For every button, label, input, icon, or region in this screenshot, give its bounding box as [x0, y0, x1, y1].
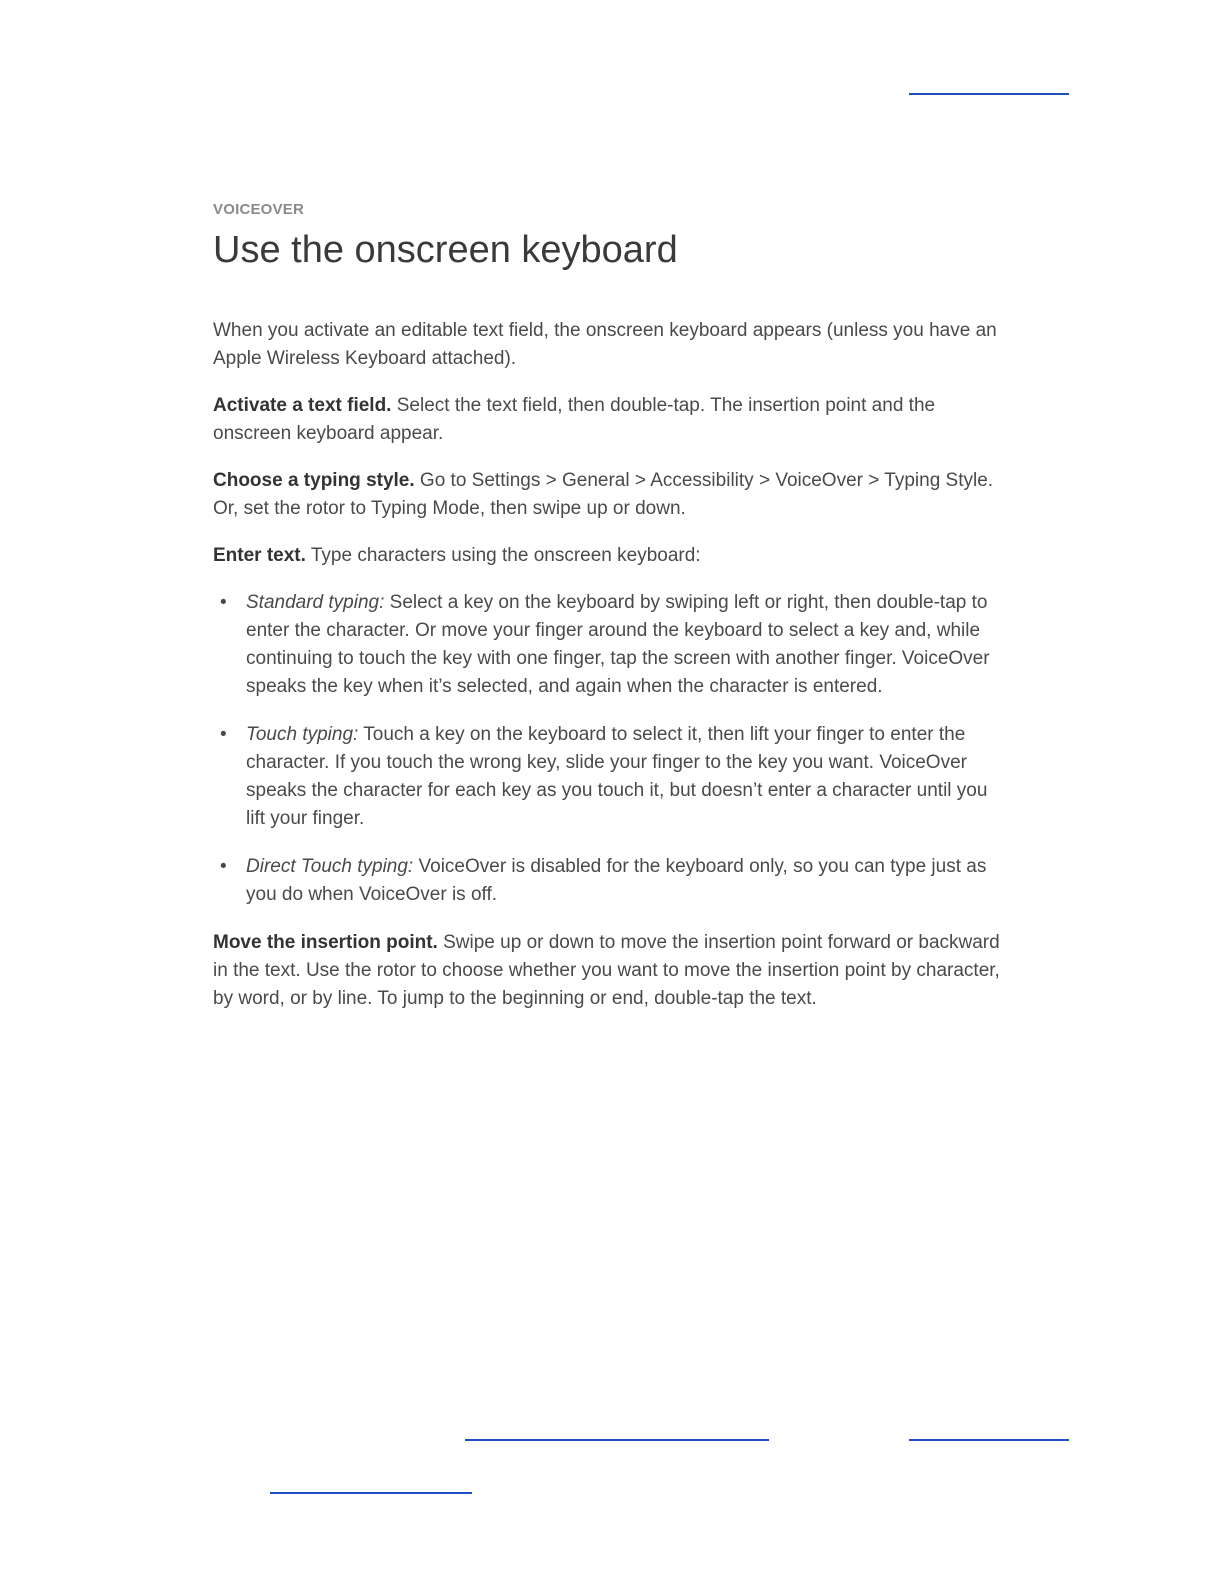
header-link-underline[interactable]: [909, 93, 1069, 95]
activate-body: Select the text field, then double-tap. The insertion point and the onscreen keyboard appear.: [213, 395, 936, 444]
bullet-icon: •: [220, 724, 227, 745]
enter-text-lead: Enter text.: [213, 545, 306, 566]
list-item-text: VoiceOver is disabled for the keyboard only, so you can type just as you do when VoiceOver is off.: [246, 856, 987, 905]
typing-style-body: Go to Settings > General > Accessibility > VoiceOver > Typing Style. Or, set the rotor to Typing Mode, then swipe up or down.: [213, 470, 994, 519]
move-insertion-point-paragraph: [213, 929, 1003, 1013]
section-label: VOICEOVER: [213, 201, 304, 218]
page-title: Use the onscreen keyboard: [213, 229, 678, 271]
list-item-text: Select a key on the keyboard by swiping left or right, then double-tap to enter the character. Or move your finger around the keyboard to select a key and, while continuing to touch the key with one finger, tap the screen with another finger. VoiceOver speaks the key when it’s selected, and again when the character is entered.: [246, 592, 990, 697]
list-item-term: Direct Touch typing:: [246, 856, 414, 877]
footer-link-underline-left[interactable]: [270, 1492, 472, 1494]
footer-link-underline-center[interactable]: [465, 1439, 769, 1441]
bullet-icon: •: [220, 856, 227, 877]
enter-text-paragraph: [213, 542, 1003, 570]
list-item-text: Touch a key on the keyboard to select it, then lift your finger to enter the character. If you touch the wrong key, slide your finger to the key you want. VoiceOver speaks the character for each key as you touch it, but doesn’t enter a character until you lift your finger.: [246, 724, 988, 829]
list-item: [213, 721, 1003, 833]
article: [213, 201, 1003, 1013]
move-point-lead: Move the insertion point.: [213, 932, 438, 953]
list-item-term: Standard typing:: [246, 592, 385, 613]
intro-paragraph: When you activate an editable text field, the onscreen keyboard appears (unless you have an Apple Wireless Keyboard attached).: [213, 320, 997, 369]
list-item: [213, 853, 1003, 909]
activate-lead: Activate a text field.: [213, 395, 392, 416]
list-item: [213, 589, 1003, 701]
bullet-icon: •: [220, 592, 227, 613]
typing-style-paragraph: [213, 467, 1003, 523]
enter-text-body: Type characters using the onscreen keyboard:: [305, 545, 701, 566]
footer-link-underline-right[interactable]: [909, 1439, 1069, 1441]
move-point-body: Swipe up or down to move the insertion point forward or backward in the text. Use the rotor to choose whether you want to move the insertion point by character, by word, or by line. To jump to the beginning or end, double-tap the text.: [213, 932, 1000, 1009]
activate-text-field-paragraph: [213, 392, 1003, 448]
list-item-term: Touch typing:: [246, 724, 359, 745]
typing-style-lead: Choose a typing style.: [213, 470, 415, 491]
typing-modes-list: [213, 589, 1003, 909]
